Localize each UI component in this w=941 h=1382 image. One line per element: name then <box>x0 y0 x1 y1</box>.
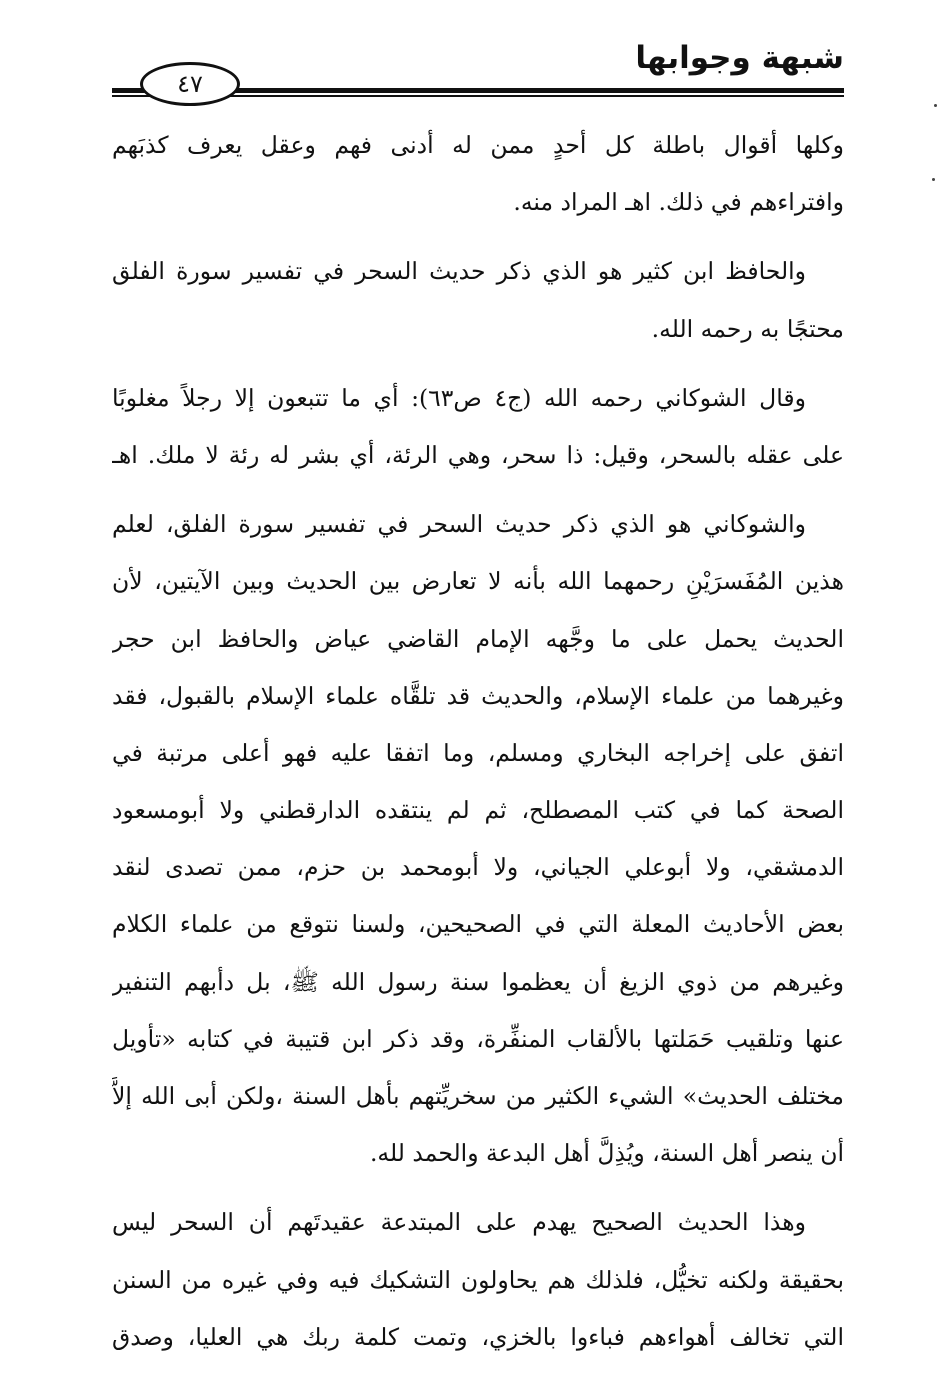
text-line: الدمشقي، ولا أبوعلي الجياني، ولا أبومحمد بن حزم، ممن تصدى لنقد <box>112 853 844 882</box>
text-line: بعض الأحاديث المعلة التي في الصحيحين، ولسنا نتوقع من علماء الكلام <box>112 910 844 939</box>
text-line: والحافظ ابن كثير هو الذي ذكر حديث السحر في تفسير سورة الفلق <box>112 257 806 286</box>
text-line: وكلها أقوال باطلة كل أحدٍ ممن له أدنى فهم وعقل يعرف كذبَهم <box>112 131 844 159</box>
running-header <box>112 38 844 98</box>
page-body <box>112 117 844 1366</box>
paragraph-1 <box>112 117 844 231</box>
text-line: التي تخالف أهواءهم فباءوا بالخزي، وتمت كلمة ربك هي العليا، وصدق <box>112 1322 844 1351</box>
paragraph-4 <box>112 496 844 1182</box>
text-line: محتجًا به رحمه الله. <box>651 314 844 343</box>
paragraph-2 <box>112 243 844 357</box>
text-line: وهذا الحديث الصحيح يهدم على المبتدعة عقيدتَهم أن السحر ليس <box>112 1208 806 1237</box>
text-line: مختلف الحديث» الشيء الكثير من سخريِّتهم بأهل السنة ،ولكن أبى الله إلاَّ <box>112 1082 844 1110</box>
text-line: الحديث يحمل على ما وجَّهه الإمام القاضي عياض والحافظ ابن حجر <box>112 624 844 653</box>
paragraph-5 <box>112 1194 844 1366</box>
paragraph-3 <box>112 370 844 484</box>
scan-speck <box>932 178 935 181</box>
text-line: والشوكاني هو الذي ذكر حديث السحر في تفسير سورة الفلق، لعلم <box>112 510 806 539</box>
text-line: بحقيقة ولكنه تخيُّل، فلذلك هم يحاولون التشكيك فيه وفي غيره من السنن <box>112 1265 844 1294</box>
text-line: هذين المُفَسرَيْنِ رحمهما الله بأنه لا تعارض بين الحديث وبين الآيتين، لأن <box>112 567 844 596</box>
text-line: وقال الشوكاني رحمه الله (ج٤ ص٦٣): أي ما تتبعون إلا رجلاً مغلوبًا <box>112 383 806 412</box>
page-number-badge: ٤٧ <box>140 62 240 106</box>
text-line: أن ينصر أهل السنة، ويُذِلَّ أهل البدعة والحمد لله. <box>369 1139 844 1168</box>
text-line: اتفق على إخراجه البخاري ومسلم، وما اتفقا عليه فهو أعلى مرتبة في <box>112 738 844 767</box>
text-line: وغيرهم من ذوي الزيغ أن يعظموا سنة رسول الله ﷺ، بل دأبهم التنفير <box>112 967 844 996</box>
text-line: عنها وتلقيب حَمَلتها بالألقاب المنفِّرة، وقد ذكر ابن قتيبة في كتابه «تأويل <box>112 1024 844 1053</box>
text-line: وافتراءهم في ذلك. اهـ المراد منه. <box>513 188 844 217</box>
scan-speck <box>934 104 937 107</box>
text-line: على عقله بالسحر، وقيل: ذا سحر، وهي الرئة، أي بشر له رئة لا ملك. اهـ <box>112 440 844 469</box>
text-line: الصحة كما في كتب المصطلح، ثم لم ينتقده الدارقطني ولا أبومسعود <box>112 796 844 825</box>
text-line: وغيرهما من علماء الإسلام، والحديث قد تلقَّاه علماء الإسلام بالقبول، فقد <box>112 681 844 710</box>
header-title: شبهة وجوابها <box>635 40 844 76</box>
